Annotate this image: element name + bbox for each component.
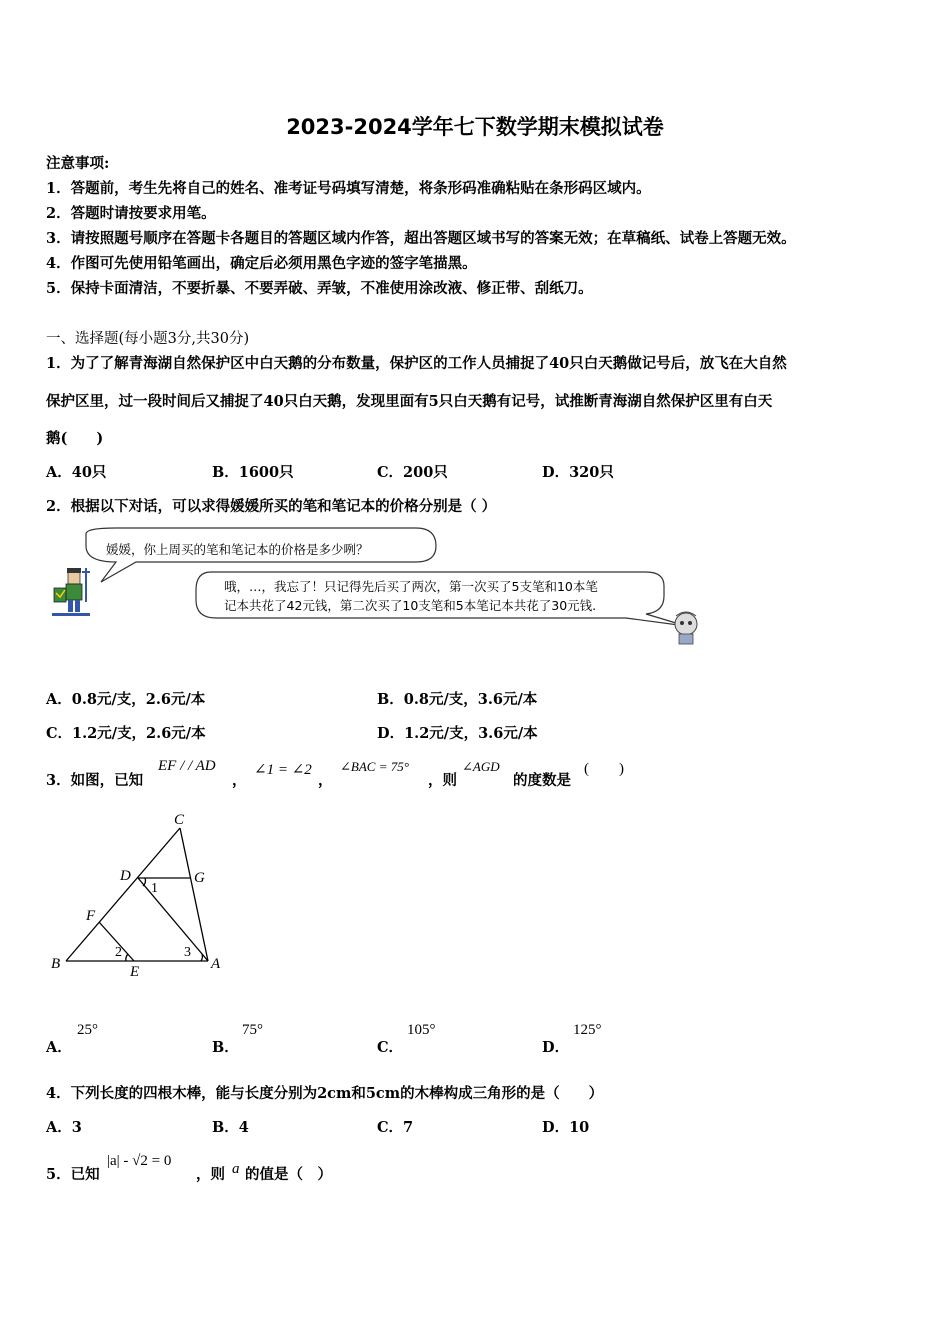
notice-item-2: 2．答题时请按要求用笔。 [46,205,216,222]
q3-blank: ( ) [584,761,624,777]
bubble2-line2: 记本共花了42元钱，第二次买了10支笔和5本笔记本共花了30元钱. [224,598,597,613]
q3-option-a-letter: A． [46,1039,72,1056]
triangle-figure [46,808,236,983]
q4-option-b: B．4 [212,1119,249,1136]
q3-option-b-letter: B． [212,1039,239,1056]
side-bc [66,828,180,961]
q3-sep-1: ， [232,772,247,789]
q3-sep-2: ， [318,772,333,789]
q3-cond-angles: ∠1 = ∠2 [254,762,312,778]
q1-line3: 鹅( ) [46,430,104,447]
segment-da [138,878,208,961]
q2-option-d: D．1.2元/支，3.6元/本 [377,725,538,742]
q1-option-d: D．320只 [542,464,614,481]
angle-2-arc [126,954,128,961]
q5-equation: |a| - √2 = 0 [107,1153,172,1169]
angle-3-arc [201,954,202,961]
label-d: D [120,868,131,884]
q3-option-c-letter: C． [377,1039,404,1056]
q5-suffix: 的值是（ ） [245,1166,332,1183]
q3-option-a-value: 25° [77,1022,98,1038]
label-c: C [174,812,185,828]
bubble1-text: 媛媛，你上周买的笔和笔记本的价格是多少咧？ [106,542,369,557]
q2-option-c: C．1.2元/支，2.6元/本 [46,725,206,742]
q3-target-angle: ∠AGD [462,759,500,774]
q2-option-a: A．0.8元/支，2.6元/本 [46,691,206,708]
q1-line2: 保护区里，过一段时间后又捕捉了40只白天鹅，发现里面有5只白天鹅有记号，试推断青海湖自然保护区里有白天 [46,393,773,410]
q3-suffix: 的度数是 [513,772,571,789]
q5-variable: a [232,1161,240,1177]
q3-option-d-value: 125° [573,1022,602,1038]
notice-item-5: 5．保持卡面清洁，不要折暴、不要弄破、弄皱，不准使用涂改液、修正带、刮纸刀。 [46,280,593,297]
label-f: F [86,908,96,924]
q1-line1: 1．为了了解青海湖自然保护区中白天鹅的分布数量，保护区的工作人员捕捉了40只白天鹅做记号后，放飞在大自然 [46,355,787,372]
q3-mid: ，则 [428,772,457,789]
label-e: E [130,964,140,980]
label-a: A [211,956,221,972]
q3-option-b-value: 75° [242,1022,263,1038]
q3-cond-bac: ∠BAC = 75° [340,759,409,774]
q3-option-d-letter: D． [542,1039,570,1056]
q5-prefix: 5．已知 [46,1166,100,1183]
section-heading: 一、选择题(每小题3分,共30分) [46,331,250,347]
q5-mid: ，则 [196,1166,225,1183]
q1-option-a: A．40只 [46,464,107,481]
notice-item-4: 4．作图可先使用铅笔画出，确定后必须用黑色字迹的签字笔描黑。 [46,255,477,272]
page-title: 2023-2024学年七下数学期末模拟试卷 [286,115,664,139]
q2-stem: 2．根据以下对话，可以求得媛媛所买的笔和笔记本的价格分别是（ ） [46,498,497,515]
boy-cartoon-icon [52,568,90,616]
q1-option-c: C．200只 [377,464,448,481]
label-angle-3: 3 [184,945,191,960]
q2-option-b: B．0.8元/支，3.6元/本 [377,691,538,708]
q4-stem: 4．下列长度的四根木棒，能与长度分别为2cm和5cm的木棒构成三角形的是（ ） [46,1085,604,1102]
q3-prefix: 3．如图，已知 [46,772,144,789]
notice-item-3: 3．请按照题号顺序在答题卡各题目的答题区域内作答，超出答题区域书写的答案无效；在草稿纸、试卷上答题无效。 [46,230,796,247]
q3-option-c-value: 105° [407,1022,436,1038]
side-ca [180,828,208,961]
notice-heading: 注意事项: [46,155,110,172]
q4-option-d: D．10 [542,1119,590,1136]
girl-cartoon-icon [675,612,697,644]
label-g: G [194,870,205,886]
notice-item-1: 1．答题前，考生先将自己的姓名、准考证号码填写清楚，将条形码准确粘贴在条形码区域内。 [46,180,651,197]
label-b: B [51,956,61,972]
q1-option-b: B．1600只 [212,464,294,481]
angle-1-arc [143,878,146,886]
q4-option-a: A．3 [46,1119,82,1136]
bubble2-line1: 哦，…，我忘了！只记得先后买了两次，第一次买了5支笔和10本笔 [224,579,598,594]
label-angle-2: 2 [115,945,122,960]
q3-cond-parallel: EF / / AD [158,758,216,774]
q4-option-c: C．7 [377,1119,414,1136]
label-angle-1: 1 [151,881,158,896]
